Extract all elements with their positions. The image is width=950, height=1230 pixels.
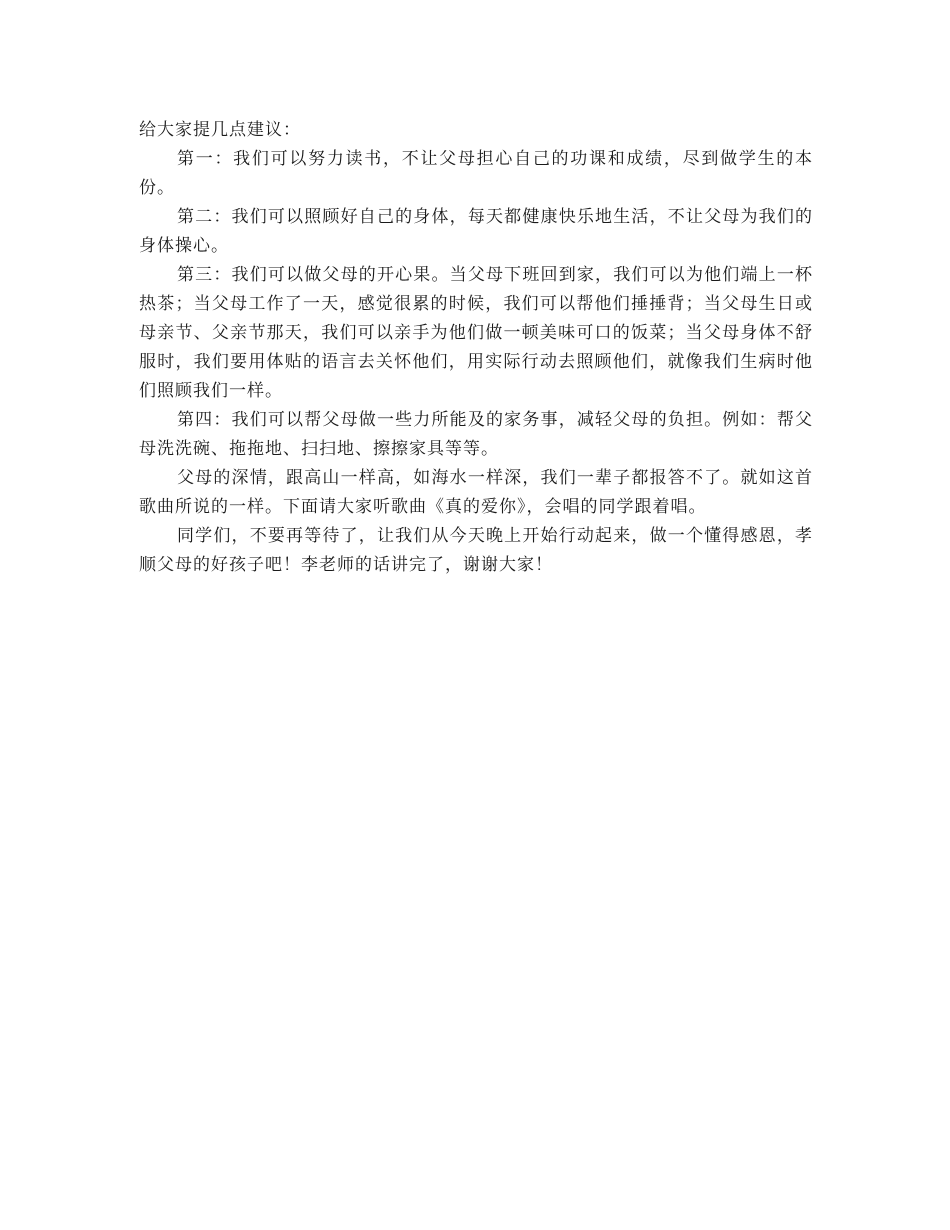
document-body — [139, 116, 813, 580]
paragraph-closing: 同学们，不要再等待了，让我们从今天晚上开始行动起来，做一个懂得感恩，孝顺父母的好孩子吧！李老师的话讲完了，谢谢大家！ — [139, 526, 813, 575]
paragraph-song: 父母的深情，跟高山一样高，如海水一样深，我们一辈子都报答不了。就如这首歌曲所说的一样。下面请大家听歌曲《真的爱你》，会唱的同学跟着唱。 — [139, 468, 813, 517]
paragraph-suggestion-4: 第四：我们可以帮父母做一些力所能及的家务事，减轻父母的负担。例如：帮父母洗洗碗、拖拖地、扫扫地、擦擦家具等等。 — [139, 410, 813, 459]
paragraph-suggestion-3: 第三：我们可以做父母的开心果。当父母下班回到家，我们可以为他们端上一杯热茶；当父母工作了一天，感觉很累的时候，我们可以帮他们捶捶背；当父母生日或母亲节、父亲节那天，我们可以亲手为他们做一顿美味可口的饭菜；当父母身体不舒服时，我们要用体贴的语言去关怀他们，用实际行动去照顾他们，就像我们生病时他们照顾我们一样。 — [139, 265, 813, 401]
paragraph-suggestion-1: 第一：我们可以努力读书，不让父母担心自己的功课和成绩，尽到做学生的本份。 — [139, 149, 813, 198]
paragraph-intro: 给大家提几点建议： — [139, 120, 301, 140]
paragraph-suggestion-2: 第二：我们可以照顾好自己的身体，每天都健康快乐地生活，不让父母为我们的身体操心。 — [139, 207, 813, 256]
